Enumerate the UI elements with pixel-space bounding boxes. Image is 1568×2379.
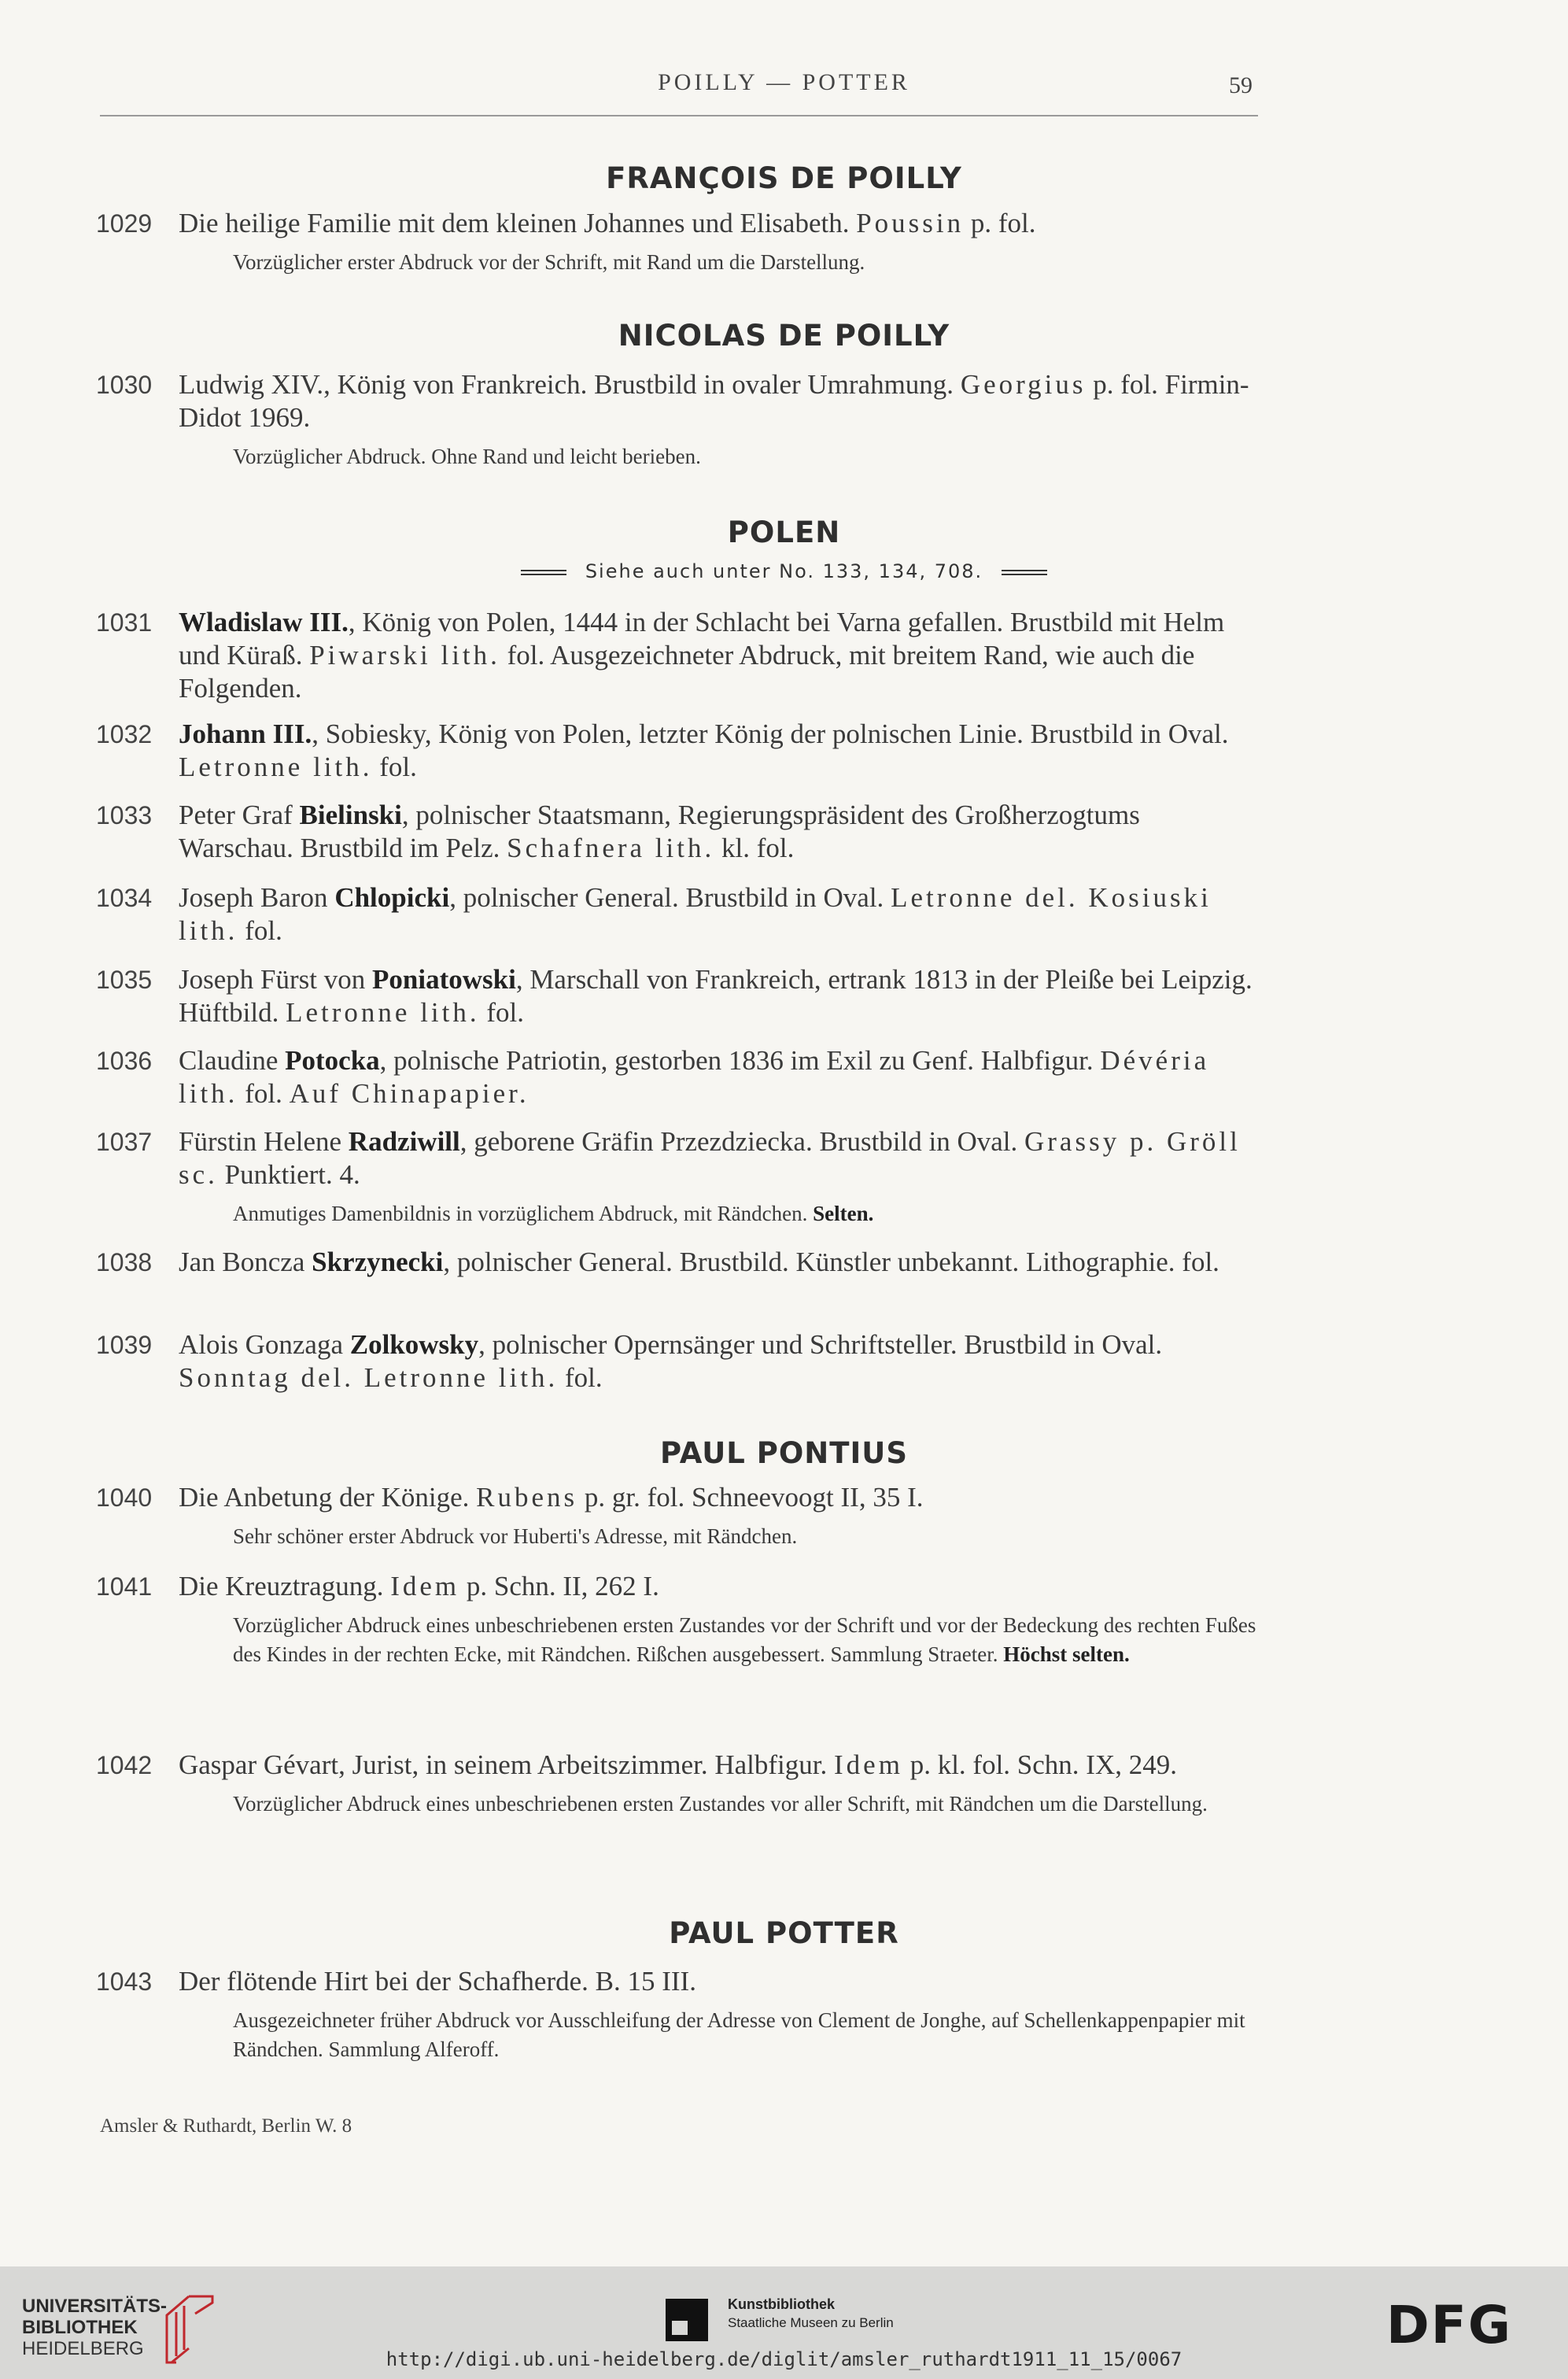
section-title-polen: POLEN — [727, 515, 841, 549]
permalink-url[interactable]: http://digi.ub.uni-heidelberg.de/diglit/amsler_ruthardt1911_11_15/0067 — [386, 2348, 1182, 2370]
section-title-paul-potter: PAUL POTTER — [669, 1916, 899, 1950]
artist-name: Idem — [390, 1571, 460, 1601]
entry-number: 1035 — [96, 966, 153, 994]
double-rule-right — [1002, 570, 1047, 575]
artist-name: Poussin — [856, 208, 965, 238]
entry-text: Die Anbetung der Könige. Rubens p. gr. fol. Schneevoogt II, 35 I. Sehr schöner erster Abdruck vor Huberti's Adresse, mit Rändchen. — [179, 1481, 1259, 1551]
entry-number: 1033 — [96, 801, 153, 829]
sitter-name: Radziwill — [348, 1126, 460, 1157]
entry-note: Anmutiges Damenbildnis in vorzüglichem Abdruck, mit Rändchen. Selten. — [233, 1202, 874, 1225]
entry-text: Gaspar Gévart, Jurist, in seinem Arbeitszimmer. Halbfigur. Idem p. kl. fol. Schn. IX, 249. Vorzüglicher Abdruck eines unbeschriebenen ersten Zustandes vor aller Schrift, mit Rändchen um die Darstellung. — [179, 1749, 1259, 1819]
sitter-name: Chlopicki — [334, 882, 450, 913]
entry-number: 1041 — [96, 1572, 153, 1601]
entry-text: Joseph Fürst von Poniatowski, Marschall von Frankreich, ertrank 1813 in der Pleiße bei Leipzig. Hüftbild. Letronne lith. fol. — [179, 964, 1253, 1028]
entry-number: 1038 — [96, 1248, 153, 1276]
kunstbibliothek-logo-icon — [666, 2299, 708, 2341]
kunstbibliothek-logo-text: Kunstbibliothek Staatliche Museen zu Berlin — [728, 2296, 894, 2330]
entry-number: 1043 — [96, 1967, 153, 1996]
entry-number: 1030 — [96, 371, 153, 399]
artist-name: Grassy p. Gröll sc. — [179, 1126, 1241, 1190]
sitter-name: Potocka — [285, 1045, 380, 1076]
entry-note: Sehr schöner erster Abdruck vor Huberti's Adresse, mit Rändchen. — [233, 1524, 798, 1548]
entry-number: 1042 — [96, 1751, 153, 1779]
entry-text: Die heilige Familie mit dem kleinen Johannes und Elisabeth. Poussin p. fol. Vorzüglicher erster Abdruck vor der Schrift, mit Rand um die Darstellung. — [179, 207, 1259, 277]
artist-name: Piwarski lith. — [309, 640, 500, 670]
section-title-francois-de-poilly: FRANÇOIS DE POILLY — [606, 161, 962, 195]
entry-number: 1040 — [96, 1483, 153, 1512]
sitter-name: Johann III. — [179, 719, 312, 749]
entry-note: Vorzüglicher erster Abdruck vor der Schrift, mit Rand um die Darstellung. — [233, 250, 865, 274]
entry-text: Ludwig XIV., König von Frankreich. Brustbild in ovaler Umrahmung. Georgius p. fol. Firmin-Didot 1969. Vorzüglicher Abdruck. Ohne Rand und leicht berieben. — [179, 368, 1259, 471]
entry-text: Claudine Potocka, polnische Patriotin, gestorben 1836 im Exil zu Genf. Halbfigur. Dévéria lith. fol. Auf Chinapapier. — [179, 1045, 1210, 1109]
artist-name: Letronne lith. — [286, 997, 480, 1028]
artist-name: Rubens — [476, 1482, 578, 1513]
artist-name: Dévéria lith. — [179, 1045, 1210, 1109]
running-title: POILLY — POTTER — [658, 69, 910, 95]
publisher-imprint: Amsler & Ruthardt, Berlin W. 8 — [100, 2115, 352, 2137]
entry-number: 1032 — [96, 720, 153, 748]
artist-name: Letronne lith. — [179, 752, 373, 782]
header-rule — [100, 115, 1258, 116]
ub-heidelberg-logo-text: UNIVERSITÄTS- BIBLIOTHEK HEIDELBERG — [22, 2296, 168, 2359]
entry-text: Jan Boncza Skrzynecki, polnischer General. Brustbild. Künstler unbekannt. Lithographie. fol. — [179, 1247, 1219, 1277]
section-title-nicolas-de-poilly: NICOLAS DE POILLY — [618, 319, 950, 353]
entry-number: 1036 — [96, 1047, 153, 1075]
entry-text: Joseph Baron Chlopicki, polnischer General. Brustbild in Oval. Letronne del. Kosiuski lith. fol. — [179, 882, 1212, 946]
entry-number: 1031 — [96, 608, 153, 637]
sitter-name: Zolkowsky — [349, 1329, 479, 1360]
entry-note: Vorzüglicher Abdruck eines unbeschriebenen ersten Zustandes vor aller Schrift, mit Rändchen um die Darstellung. — [233, 1792, 1208, 1816]
entry-text: Die Kreuztragung. Idem p. Schn. II, 262 I. Vorzüglicher Abdruck eines unbeschriebenen ersten Zustandes vor der Schrift und vor der Bedeckung des rechten Fußes des Kindes in der rechten Ecke, mit Rändchen. Rißchen ausgebessert. Sammlung Straeter. Höchst selten. — [179, 1570, 1259, 1669]
see-also-reference: Siehe auch unter No. 133, 134, 708. — [0, 560, 1568, 582]
entry-number: 1039 — [96, 1331, 153, 1359]
entry-number: 1029 — [96, 209, 153, 238]
entry-number: 1034 — [96, 884, 153, 912]
entry-text: Der flötende Hirt bei der Schafherde. B. 15 III. Ausgezeichneter früher Abdruck vor Ausschleifung der Adresse von Clement de Jonghe, auf Schellenkappenpapier mit Rändchen. Sammlung Alferoff. — [179, 1965, 1259, 2064]
dfg-logo: DFG — [1386, 2295, 1513, 2355]
digitization-footer — [0, 2266, 1568, 2379]
sitter-name: Bielinski — [299, 800, 402, 830]
sitter-name: Skrzynecki — [312, 1247, 444, 1277]
entry-note: Vorzüglicher Abdruck. Ohne Rand und leicht berieben. — [233, 445, 701, 468]
artist-name: Schafnera lith. — [507, 833, 715, 863]
sitter-name: Wladislaw III. — [179, 607, 349, 637]
double-rule-left — [521, 570, 566, 575]
artist-name: Sonntag del. Letronne lith. — [179, 1362, 559, 1393]
artist-name: Georgius — [960, 369, 1087, 400]
entry-text: Fürstin Helene Radziwill, geborene Gräfin Przezdziecka. Brustbild in Oval. Grassy p. Gröll sc. Punktiert. 4. Anmutiges Damenbildnis in vorzüglichem Abdruck, mit Rändchen. Selten. — [179, 1125, 1259, 1228]
entry-note: Vorzüglicher Abdruck eines unbeschriebenen ersten Zustandes vor der Schrift und vor der Bedeckung des rechten Fußes des Kindes in der rechten Ecke, mit Rändchen. Rißchen ausgebessert. Sammlung Straeter. Höchst selten. — [233, 1613, 1256, 1666]
section-title-paul-pontius: PAUL PONTIUS — [660, 1436, 908, 1470]
artist-name: Letronne del. Kosiuski lith. — [179, 882, 1212, 946]
entry-text: Johann III., Sobiesky, König von Polen, letzter König der polnischen Linie. Brustbild in Oval. Letronne lith. fol. — [179, 719, 1229, 782]
artist-name: Idem — [834, 1749, 903, 1780]
entry-number: 1037 — [96, 1128, 153, 1156]
entry-text: Wladislaw III., König von Polen, 1444 in der Schlacht bei Varna gefallen. Brustbild mit Helm und Küraß. Piwarski lith. fol. Ausgezeichneter Abdruck, mit breitem Rand, wie auch die Folgenden. — [179, 607, 1225, 704]
sitter-name: Poniatowski — [372, 964, 516, 995]
page-number: 59 — [1229, 72, 1253, 98]
entry-note: Ausgezeichneter früher Abdruck vor Ausschleifung der Adresse von Clement de Jonghe, auf Schellenkappenpapier mit Rändchen. Sammlung Alferoff. — [233, 2008, 1245, 2061]
entry-text: Peter Graf Bielinski, polnischer Staatsmann, Regierungspräsident des Großherzogtums Warschau. Brustbild im Pelz. Schafnera lith. kl. fol. — [179, 800, 1140, 863]
entry-text: Alois Gonzaga Zolkowsky, polnischer Opernsänger und Schriftsteller. Brustbild in Oval. Sonntag del. Letronne lith. fol. — [179, 1329, 1163, 1393]
